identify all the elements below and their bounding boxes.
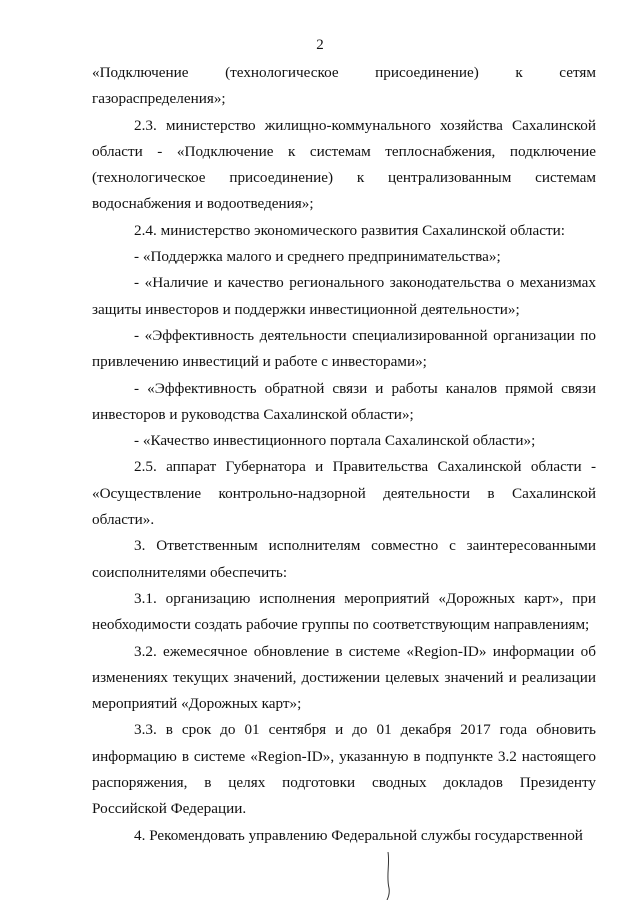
paragraph: «Подключение (технологическое присоединение) к сетям газораспределения»; — [92, 64, 596, 108]
paragraph: 4. Рекомендовать управлению Федеральной службы государственной — [134, 826, 583, 844]
list-item: - «Эффективность обратной связи и работы каналов прямой связи инвесторов и руководства Сахалинской области»; — [92, 379, 596, 423]
paragraph: 3.1. организацию исполнения мероприятий «Дорожных карт», при необходимости создать рабочие группы по соответствующим направлениям; — [92, 589, 596, 634]
paragraph: 3.3. в срок до 01 сентября и до 01 декабря 2017 года обновить информацию в системе «Region-ID», указанную в подпункте 3.2 настоящего распоряжения, в целях подготовки сводных докладов Президенту Российской Федерации. — [92, 721, 596, 818]
paragraph: 2.5. аппарат Губернатора и Правительства Сахалинской области - «Осуществление контрольно-надзорной деятельности в Сахалинской области». — [92, 458, 596, 529]
paragraph: 3. Ответственным исполнителям совместно с заинтересованными соисполнителями обеспечить: — [92, 537, 596, 581]
paragraph: 3.2. ежемесячное обновление в системе «Region-ID» информации об изменениях текущих значений, достижении целевых значений и реализации мероприятий «Дорожных карт»; — [92, 642, 596, 713]
list-item: - «Качество инвестиционного портала Сахалинской области»; — [134, 432, 536, 450]
scan-mark-line — [383, 852, 395, 900]
paragraph: 2.3. министерство жилищно-коммунального хозяйства Сахалинской области - «Подключение к системам теплоснабжения, подключение (технологическое присоединение) к централизованным системам водоснабжения и водоотведения»; — [92, 116, 596, 213]
list-item: - «Поддержка малого и среднего предпринимательства»; — [134, 248, 501, 266]
document-body — [92, 60, 596, 849]
page-number: 2 — [316, 37, 324, 53]
list-item: - «Эффективность деятельности специализированной организации по привлечению инвестиций и работе с инвесторами»; — [92, 326, 596, 371]
paragraph: 2.4. министерство экономического развития Сахалинской области: — [134, 221, 565, 239]
list-item: - «Наличие и качество регионального законодательства о механизмах защиты инвесторов и поддержки инвестиционной деятельности»; — [92, 274, 596, 318]
